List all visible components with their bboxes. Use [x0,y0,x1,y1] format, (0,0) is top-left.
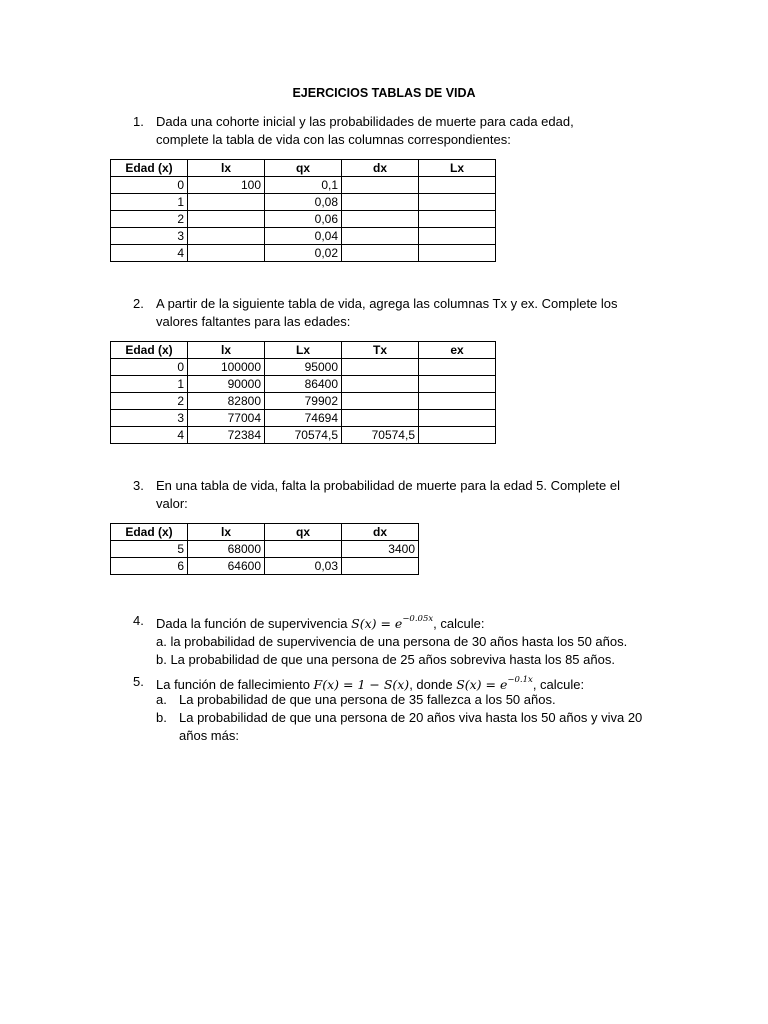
exercise-5-part-b-line1: La probabilidad de que una persona de 20 años viva hasta los 50 años y viva 20 [179,710,643,725]
column-header: lx [188,160,265,177]
table-cell: 0 [111,359,188,376]
column-header: qx [265,160,342,177]
table-cell [419,211,496,228]
table-cell: 100000 [188,359,265,376]
table-row [111,427,496,444]
table-cell: 70574,5 [265,427,342,444]
table-cell: 1 [111,376,188,393]
table-cell [342,245,419,262]
exercise-number: 2. [133,296,144,311]
table-row [111,245,496,262]
table-cell [265,541,342,558]
column-header: Edad (x) [111,342,188,359]
life-table-1 [110,159,496,262]
table-cell [342,177,419,194]
table-cell: 1 [111,194,188,211]
table-cell [188,228,265,245]
table-row [111,359,496,376]
table-cell: 0,03 [265,558,342,575]
table-cell [419,194,496,211]
column-header: Edad (x) [111,524,188,541]
part-label: a. [156,692,167,707]
table-cell [188,194,265,211]
table-row [111,541,419,558]
table-cell: 74694 [265,410,342,427]
table-cell: 100 [188,177,265,194]
table-cell: 77004 [188,410,265,427]
table-cell: 4 [111,427,188,444]
table-row [111,177,496,194]
page-title: EJERCICIOS TABLAS DE VIDA [292,86,476,100]
table-cell: 64600 [188,558,265,575]
table-row [111,410,496,427]
table-cell: 0,08 [265,194,342,211]
survival-function-formula [456,677,533,692]
exercise-1-text-line2: complete la tabla de vida con las columnas correspondientes: [156,132,511,147]
table-row [111,393,496,410]
table-cell: 3 [111,410,188,427]
table-cell [342,393,419,410]
column-header: qx [265,524,342,541]
exercise-3-text-line2: valor: [156,496,188,511]
life-table-2 [110,341,496,444]
exercise-number: 3. [133,478,144,493]
table-cell [342,359,419,376]
table-cell: 0,1 [265,177,342,194]
table-cell [342,228,419,245]
exercise-2-text-line1: A partir de la siguiente tabla de vida, agrega las columnas Tx y ex. Complete los [156,296,618,311]
table-cell: 86400 [265,376,342,393]
exercise-5-calcule: , calcule: [532,677,585,693]
exercise-5-intro: La función de fallecimiento [156,677,314,693]
table-cell [342,194,419,211]
column-header: ex [419,342,496,359]
table-cell: 95000 [265,359,342,376]
table-cell: 90000 [188,376,265,393]
exercise-4-part-a: a. la probabilidad de supervivencia de una persona de 30 años hasta los 50 años. [156,634,628,650]
table-cell: 70574,5 [342,427,419,444]
table-cell [419,376,496,393]
column-header: Edad (x) [111,160,188,177]
failure-function-formula: F(x) = 1 − S(x) [313,677,410,693]
formula-base: S(x) = e [351,616,403,632]
table-cell: 2 [111,211,188,228]
table-cell: 3400 [342,541,419,558]
exercise-4-part-b: b. La probabilidad de que una persona de 25 años sobreviva hasta los 85 años. [156,652,615,668]
table-cell: 6 [111,558,188,575]
survival-function-formula [351,616,433,631]
exercise-4-intro: Dada la función de supervivencia [156,616,352,632]
table-cell: 79902 [265,393,342,410]
table-cell: 0,04 [265,228,342,245]
exercise-1-text-line1: Dada una cohorte inicial y las probabilidades de muerte para cada edad, [156,114,574,129]
table-cell: 68000 [188,541,265,558]
table-row [111,228,496,245]
table-cell [342,410,419,427]
table-cell [419,177,496,194]
table-cell [188,245,265,262]
life-table-3 [110,523,419,575]
table-row [111,376,496,393]
column-header: dx [342,160,419,177]
table-cell [342,558,419,575]
exercise-2-text-line2: valores faltantes para las edades: [156,314,351,329]
exercise-5-part-b-line2: años más: [179,728,239,743]
exercise-5-part-b [156,709,167,727]
exercise-5-donde: , donde [409,677,457,693]
exercise-4-calcule: , calcule: [433,616,485,632]
table-cell: 72384 [188,427,265,444]
table-cell: 3 [111,228,188,245]
table-cell: 0 [111,177,188,194]
table-cell [342,376,419,393]
table-cell [419,393,496,410]
table-cell [188,211,265,228]
column-header: dx [342,524,419,541]
formula-exponent: −0.05x [402,614,434,624]
table-cell [419,245,496,262]
column-header: Tx [342,342,419,359]
exercise-3-text-line1: En una tabla de vida, falta la probabilidad de muerte para la edad 5. Complete el [156,478,620,493]
table-row [111,211,496,228]
exercise-5-part-a-text: La probabilidad de que una persona de 35 fallezca a los 50 años. [179,692,556,707]
table-cell: 2 [111,393,188,410]
exercise-number: 1. [133,114,144,129]
column-header: Lx [419,160,496,177]
column-header: lx [188,524,265,541]
formula-exponent: −0.1x [507,675,533,685]
formula-base: S(x) = e [456,677,508,693]
table-cell [419,410,496,427]
column-header: lx [188,342,265,359]
table-cell [342,211,419,228]
table-row [111,558,419,575]
table-cell [419,427,496,444]
exercise-number: 4. [133,613,144,628]
table-cell: 4 [111,245,188,262]
table-row [111,194,496,211]
table-header-row [111,160,496,177]
table-header-row [111,342,496,359]
table-cell: 82800 [188,393,265,410]
column-header: Lx [265,342,342,359]
exercise-5-part-b-text [179,709,642,745]
table-cell [419,359,496,376]
table-cell [419,228,496,245]
table-cell: 0,02 [265,245,342,262]
part-label: b. [156,710,167,725]
table-header-row [111,524,419,541]
table-cell: 0,06 [265,211,342,228]
exercise-number: 5. [133,674,144,689]
table-cell: 5 [111,541,188,558]
exercise-5-part-a [156,691,167,709]
